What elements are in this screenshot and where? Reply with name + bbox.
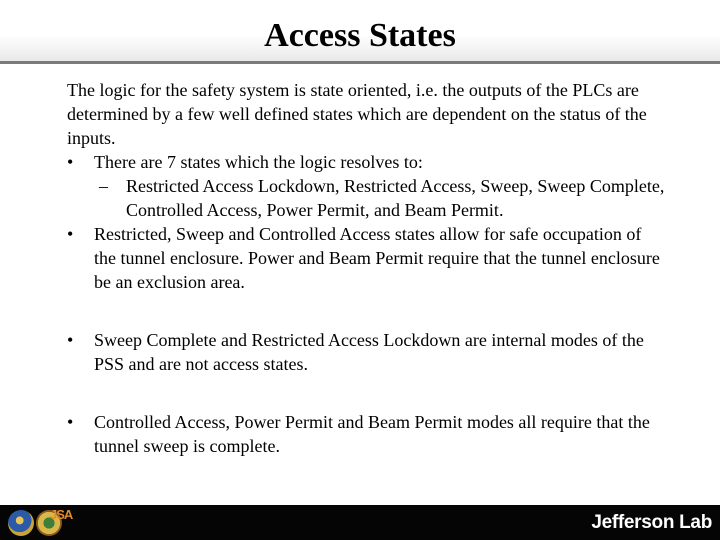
bullet-text: There are 7 states which the logic resolves to:: [94, 152, 423, 172]
bullet-mark: •: [67, 224, 74, 244]
title-divider: [0, 61, 720, 64]
jsa-logo: JSA: [50, 507, 73, 522]
sub-bullet-item: [67, 174, 667, 222]
bullet-text: Sweep Complete and Restricted Access Lockdown are internal modes of the PSS and are not access states.: [94, 330, 644, 374]
spacer: [67, 376, 667, 410]
bullet-mark: •: [67, 152, 74, 172]
bullet-item: [67, 222, 667, 294]
intro-paragraph: The logic for the safety system is state oriented, i.e. the outputs of the PLCs are determined by a few well defined states which are dependent on the status of the inputs.: [67, 80, 647, 148]
doe-seal-icon: [8, 510, 34, 536]
spacer: [67, 294, 667, 328]
slide-body: [67, 78, 667, 458]
bullet-item: [67, 410, 667, 458]
bullet-mark: •: [67, 330, 74, 350]
jefferson-lab-logo: Jefferson Lab: [591, 512, 712, 533]
bullet-mark: •: [67, 412, 74, 432]
bullet-text: Restricted, Sweep and Controlled Access states allow for safe occupation of the tunnel enclosure. Power and Beam Permit require that the tunnel enclosure be an exclusion area.: [94, 224, 660, 292]
bullet-item: [67, 150, 667, 174]
sub-bullet-mark: –: [99, 176, 108, 196]
sub-bullet-text: Restricted Access Lockdown, Restricted Access, Sweep, Sweep Complete, Controlled Access, Power Permit, and Beam Permit.: [126, 176, 665, 220]
bullet-text: Controlled Access, Power Permit and Beam Permit modes all require that the tunnel sweep is complete.: [94, 412, 650, 456]
slide-title: Access States: [264, 17, 456, 54]
bullet-item: [67, 328, 667, 376]
